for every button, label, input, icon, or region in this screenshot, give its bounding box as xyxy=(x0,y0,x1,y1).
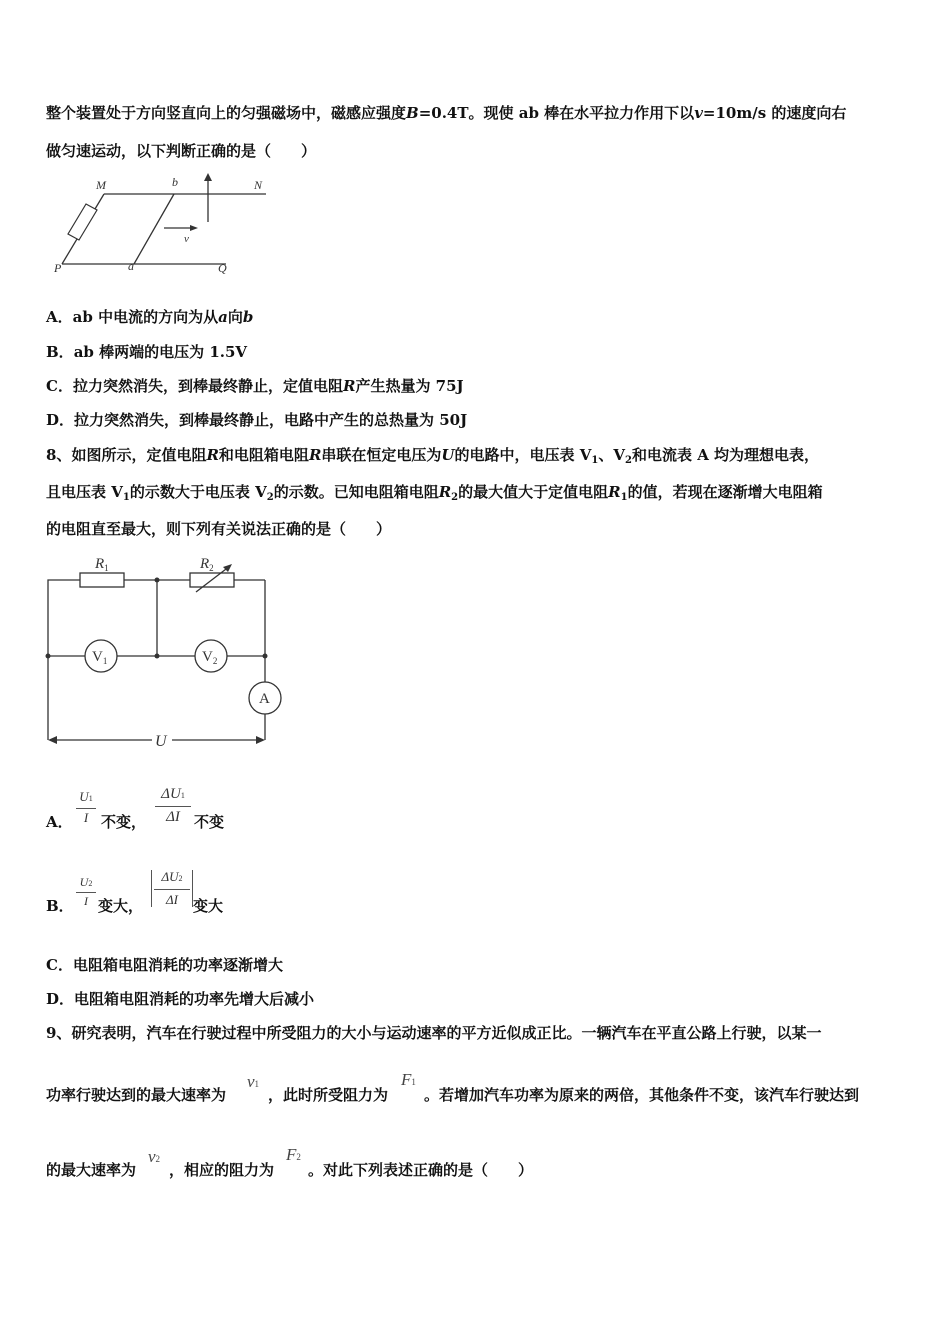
q9-line-2a: 功率行驶达到的最大速率为 xyxy=(46,1086,227,1104)
v1-label: V xyxy=(92,649,103,665)
label-v: v xyxy=(184,233,189,245)
q8-line-1: 8、如图所示，定值电阻R和电阻箱电阻R串联在恒定电压为U的电路中，电压表 $V_1$、$V_2$和电流表 A 均为理想电表， xyxy=(46,446,820,466)
q7-option-a: A．ab 中电流的方向为从a向b xyxy=(46,308,254,326)
intro-line-2: 做匀速运动，以下判断正确的是（ ） xyxy=(46,142,317,160)
v2-label: V xyxy=(202,649,213,665)
rail-figure xyxy=(46,172,276,280)
q8-option-b-t2: 变大 xyxy=(193,897,224,915)
q8-option-b-t1: 变大， xyxy=(98,897,144,915)
svg-text:V1: $V_1$ xyxy=(92,649,108,666)
q9-line-2b: ，此时所受阻力为 xyxy=(268,1086,389,1104)
q9-line-1: 9、研究表明，汽车在行驶过程中所受阻力的大小与运动速率的平方近似成正比。一辆汽车在平直公路上行驶，以某一 xyxy=(46,1024,822,1042)
label-N: N xyxy=(254,178,263,192)
field-arrow-icon xyxy=(204,173,212,181)
q8-option-a-t1: 不变， xyxy=(101,813,147,831)
q9-line-3a: 的最大速率为 xyxy=(46,1161,137,1179)
frac-abs-du2-over-di: ΔU2 ΔI xyxy=(151,870,193,907)
label-M: M xyxy=(96,178,106,192)
q7-option-c: C．拉力突然消失，到棒最终静止，定值电阻R产生热量为 75J xyxy=(46,377,464,395)
q8-line-2: 且电压表 $V_1$的示数大于电压表 $V_2$的示数。已知电阻箱电阻$R_2$的最大值大于定值电阻$R_1$的值，若现在逐渐增大电阻箱 xyxy=(46,483,823,503)
label-P: P xyxy=(54,261,62,275)
label-a: a xyxy=(128,259,134,273)
q7-option-b: B．ab 棒两端的电压为 1.5V xyxy=(46,343,248,361)
svg-text:V2: $V_2$ xyxy=(202,649,218,666)
q9-line-2c: 。若增加汽车功率为原来的两倍，其他条件不变，该汽车行驶达到 xyxy=(424,1086,860,1104)
var-v2: v2 xyxy=(148,1147,161,1166)
var-f2: F2 xyxy=(286,1145,301,1164)
circuit-figure xyxy=(40,548,300,754)
q7-option-d: D．拉力突然消失，到棒最终静止，电路中产生的总热量为 50J xyxy=(46,411,468,429)
r2-label: R xyxy=(200,556,210,572)
u-arrow-right-icon xyxy=(256,736,265,744)
q9-line-3c: 。对此下列表述正确的是（ ） xyxy=(308,1161,534,1179)
a-label: A xyxy=(259,691,270,707)
q8-option-b-label: B． xyxy=(46,897,74,915)
intro-line-1: 整个装置处于方向竖直向上的匀强磁场中，磁感应强度B=0.4T。现使 ab 棒在水平拉力作用下以v=10m/s 的速度向右 xyxy=(46,104,847,122)
svg-text:R1: $R_1$ xyxy=(95,556,109,573)
resistor-icon xyxy=(68,204,97,240)
velocity-arrow-icon xyxy=(190,225,198,231)
frac-u2-over-i: U2 I xyxy=(76,876,96,908)
q8-line-3: 的电阻直至最大，则下列有关说法正确的是（ ） xyxy=(46,520,392,538)
r1-label: R xyxy=(95,556,105,572)
var-v1: v1 xyxy=(247,1072,260,1091)
label-Q: Q xyxy=(218,261,227,275)
var-f1: F1 xyxy=(401,1070,416,1089)
q8-option-d: D．电阻箱电阻消耗的功率先增大后减小 xyxy=(46,990,315,1008)
q9-line-3b: ，相应的阻力为 xyxy=(169,1161,275,1179)
label-b: b xyxy=(172,175,178,189)
frac-du1-over-di: ΔU1 ΔI xyxy=(155,787,191,825)
q8-option-c: C．电阻箱电阻消耗的功率逐渐增大 xyxy=(46,956,283,974)
u-label: U xyxy=(155,733,167,750)
q8-option-a-label: A． xyxy=(46,813,73,831)
r1-resistor xyxy=(80,573,124,587)
svg-text:R2: $R_2$ xyxy=(200,556,214,573)
frac-u1-over-i: U1 I xyxy=(76,790,96,825)
q8-option-a-t2: 不变 xyxy=(194,813,225,831)
u-arrow-left-icon xyxy=(48,736,57,744)
